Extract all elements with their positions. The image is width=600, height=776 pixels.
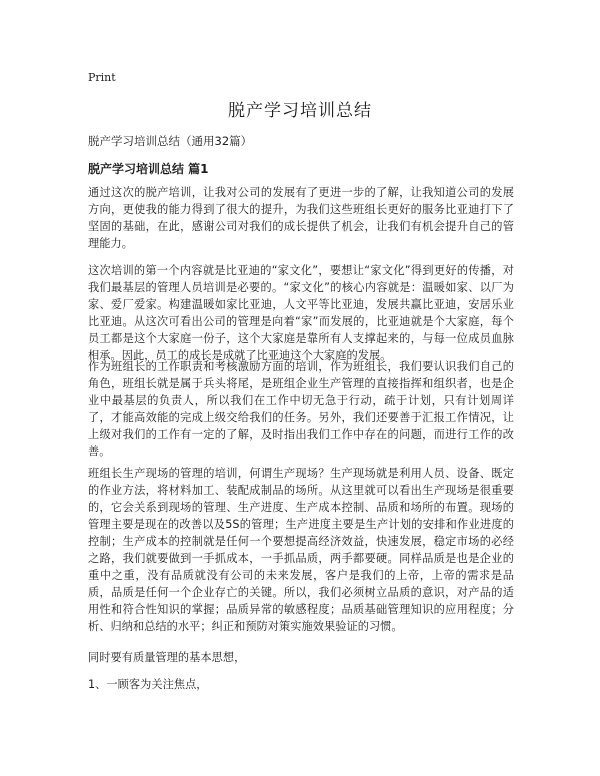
section-heading: 脱产学习培训总结 篇1 (88, 162, 209, 176)
paragraph-team-leader-duties: 作为班组长的工作职责和考核激励方面的培训，作为班组长，我们要认识我们自己的角色，班组长就是属于兵头将尾，是班组企业生产管理的直接指挥和组织者，也是企业中最基层的负责人，所以我们在工作中切无急于行动，疏于计划，只有计划周详了，才能高效能的完成上级交给我们的任务。另外，我们还要善于汇报工作情况，让上级对我们的工作有一定的了解，及时指出我们工作中存在的问题，而进行工作的改善。 (88, 360, 514, 458)
document-title: 脱产学习培训总结 (228, 101, 372, 121)
document-subtitle: 脱产学习培训总结（通用32篇） (88, 134, 253, 148)
print-link[interactable]: Print (88, 71, 116, 84)
paragraph-quality-thinking: 同时要有质量管理的基本思想， (88, 651, 246, 664)
paragraph-family-culture: 这次培训的第一个内容就是比亚迪的“家文化”，要想让“家文化”得到更好的传播，对我们最基层的管理人员培训是必要的。“家文化”的核心内容就是：温暖如家、以厂为家、爱厂爱家。构建温暖如家比亚迪，人文平等比亚迪，发展共赢比亚迪，安居乐业比亚迪。从这次可看出公司的管理是向着“家”而发展的，比亚迪就是个大家庭，每个员工都是这个大家庭一份子，这个大家庭是靠所有人支撑起来的，与每一位成员血脉相承。因此，员工的成长是成就了比亚迪这个大家庭的发展。 (88, 264, 514, 362)
paragraph-list-item-1: 1、一顾客为关注焦点， (88, 678, 208, 691)
paragraph-intro: 通过这次的脱产培训，让我对公司的发展有了更进一步的了解，让我知道公司的发展方向，更使我的能力得到了很大的提升，为我们这些班组长更好的服务比亚迪打下了坚固的基础，在此，感谢公司对我们的成长提供了机会，让我们有机会提升自己的管理能力。 (88, 186, 514, 250)
paragraph-production-site: 班组长生产现场的管理的培训，何谓生产现场？生产现场就是利用人员、设备、既定的作业方法，将材料加工、装配成制品的场所。从这里就可以看出生产现场是很重要的，它会关系到现场的管理、生产进度、生产成本控制、品质和场所的布置。现场的管理主要是现在的改善以及5S的管理；生产进度主要是生产计划的安排和作业进度的控制；生产成本的控制就是任何一个要想提高经济效益，快速发展，稳定市场的必经之路，我们就要做到一手抓成本，一手抓品质，两手都要硬。同样品质是也是企业的重中之重，没有品质就没有公司的未来发展，客户是我们的上帝，上帝的需求是品质，品质是任何一个企业存亡的关键。所以，我们必须树立品质的意识，对产品的适用性和符合性知识的掌握；品质异常的敏感程度；品质基础管理知识的应用程度；分析、归纳和总结的水平；纠正和预防对策实施效果验证的习惯。 (88, 467, 514, 633)
